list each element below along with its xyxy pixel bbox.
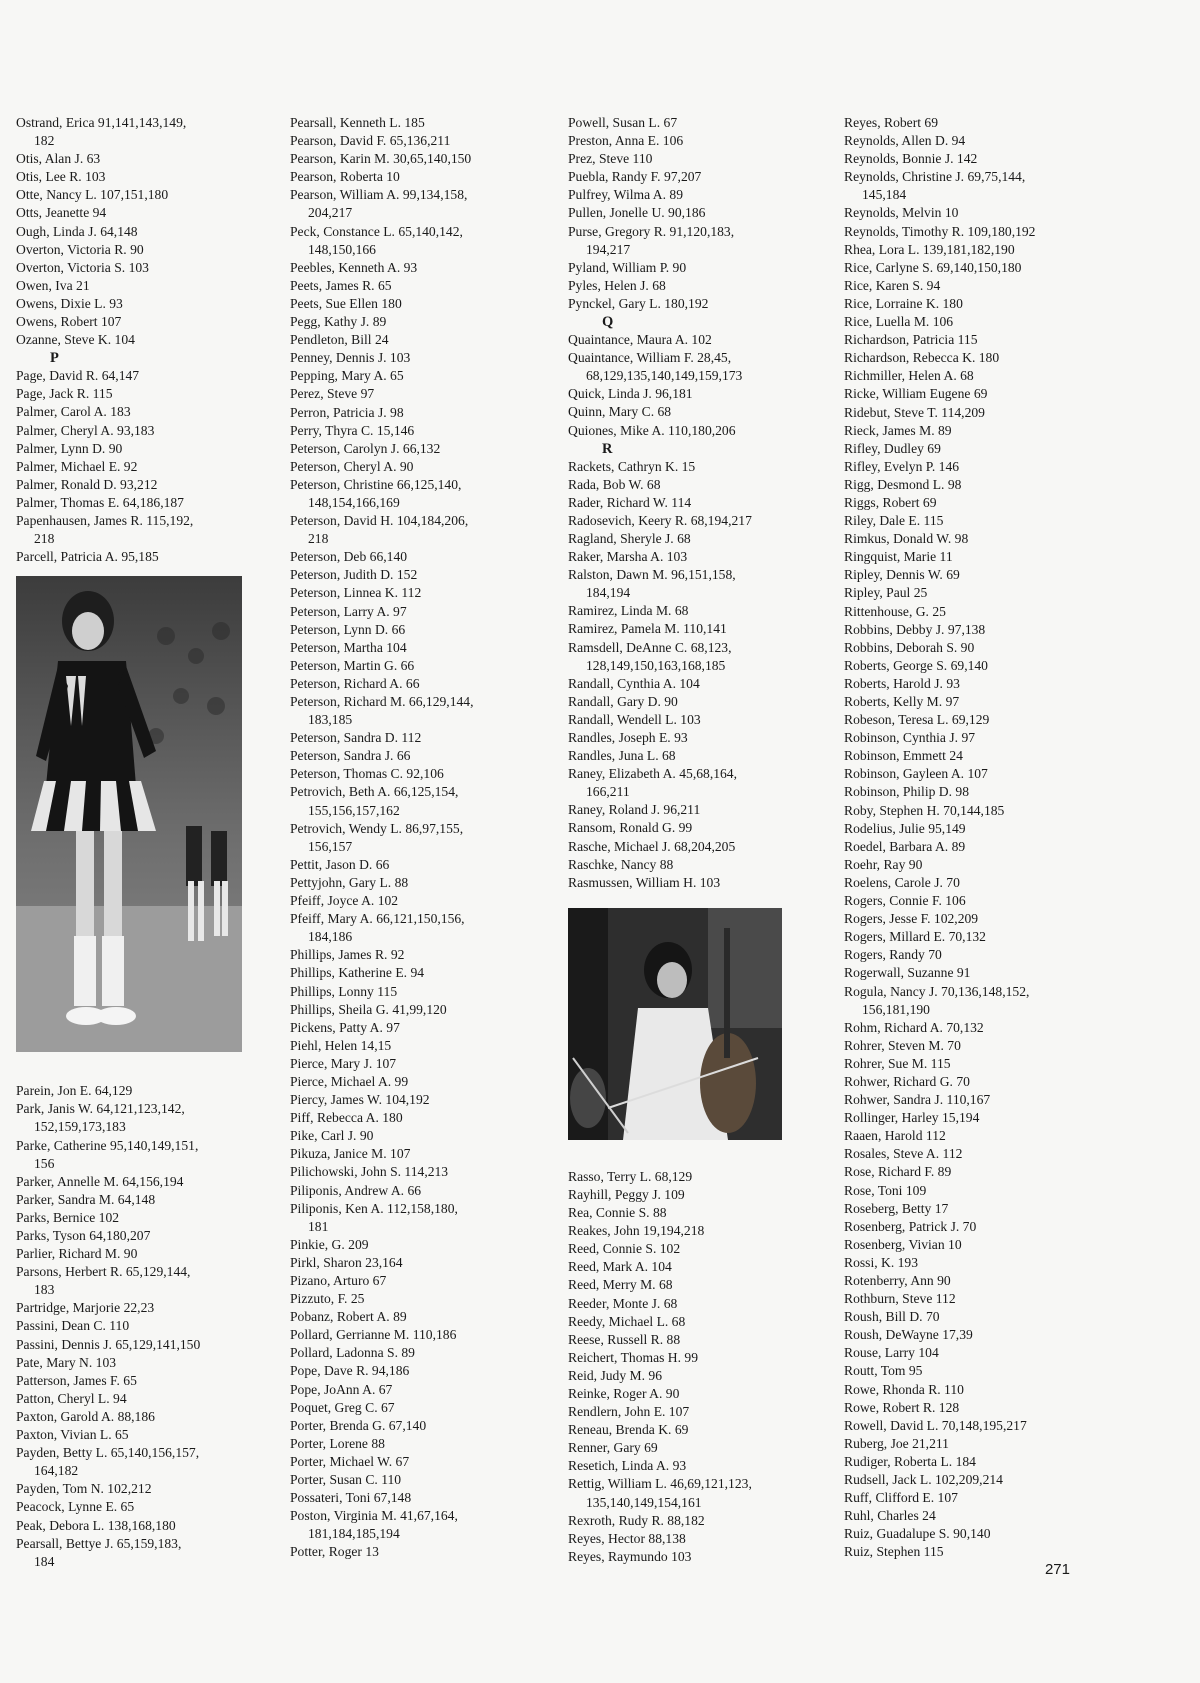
index-entry: Ostrand, Erica 91,141,143,149, [16, 115, 187, 130]
index-entry: Riley, Dale E. 115 [844, 513, 944, 529]
index-entry: Peck, Constance L. 65,140,142, [290, 223, 463, 239]
index-entry: Rogers, Randy 70 [844, 947, 942, 963]
index-entry: Rowell, David L. 70,148,195,217 [844, 1417, 1027, 1433]
index-entry: Pendleton, Bill 24 [290, 332, 389, 348]
index-entry: Quaintance, William F. 28,45, [568, 350, 732, 366]
index-entry: Peacock, Lynne E. 65 [16, 1499, 135, 1515]
index-entry: Ramirez, Pamela M. 110,141 [568, 621, 727, 637]
index-entry: Reakes, John 19,194,218 [568, 1223, 705, 1239]
index-entry: Palmer, Carol A. 183 [16, 404, 131, 420]
index-entry: Ramirez, Linda M. 68 [568, 603, 689, 619]
index-entry: Peterson, Carolyn J. 66,132 [290, 440, 441, 456]
index-entry: Peterson, Thomas C. 92,106 [290, 766, 444, 782]
index-entry: Rader, Richard W. 114 [568, 494, 692, 510]
index-entry: Palmer, Ronald D. 93,212 [16, 476, 158, 492]
index-entry: Rosenberg, Patrick J. 70 [844, 1218, 977, 1234]
index-entry: Pizzuto, F. 25 [290, 1291, 365, 1307]
cellist-photo-art [568, 908, 782, 1140]
index-entry: Roberts, George S. 69,140 [844, 657, 988, 673]
index-entry: Richardson, Patricia 115 [844, 332, 978, 348]
index-entry: Rasso, Terry L. 68,129 [568, 1168, 693, 1184]
index-entry: Porter, Susan C. 110 [290, 1472, 402, 1488]
index-entry: Ripley, Paul 25 [844, 585, 928, 601]
index-entry: Pike, Carl J. 90 [290, 1128, 374, 1144]
index-entry: Quiones, Mike A. 110,180,206 [568, 422, 736, 438]
index-entry: Paxton, Vivian L. 65 [16, 1427, 129, 1443]
index-entry: Paxton, Garold A. 88,186 [16, 1408, 155, 1424]
index-entry: Otis, Alan J. 63 [16, 151, 101, 167]
index-entry: Parker, Sandra M. 64,148 [16, 1191, 156, 1207]
index-entry: Randles, Juna L. 68 [568, 748, 676, 764]
index-entry: Ruhl, Charles 24 [844, 1508, 936, 1524]
index-entry: 181,184,185,194 [308, 1526, 400, 1542]
index-entry: Robeson, Teresa L. 69,129 [844, 712, 990, 728]
section-letter-q: Q [602, 314, 614, 331]
index-entry: Parks, Bernice 102 [16, 1209, 120, 1225]
index-entry: Rogerwall, Suzanne 91 [844, 965, 971, 981]
index-entry: Rollinger, Harley 15,194 [844, 1110, 980, 1126]
index-entry: Rice, Carlyne S. 69,140,150,180 [844, 259, 1022, 275]
index-entry: Pikuza, Janice M. 107 [290, 1146, 411, 1162]
index-entry: Ozanne, Steve K. 104 [16, 332, 135, 348]
index-entry: Puebla, Randy F. 97,207 [568, 169, 702, 185]
index-entry: Owens, Dixie L. 93 [16, 295, 123, 311]
index-entry: Overton, Victoria R. 90 [16, 241, 144, 257]
index-entry: Roberts, Harold J. 93 [844, 675, 960, 691]
index-entry: Porter, Brenda G. 67,140 [290, 1417, 427, 1433]
index-entry: Pierce, Michael A. 99 [290, 1073, 409, 1089]
index-entry: Roberts, Kelly M. 97 [844, 694, 960, 709]
index-entry: Piliponis, Ken A. 112,158,180, [290, 1200, 458, 1216]
index-entry: Rouse, Larry 104 [844, 1345, 939, 1361]
index-entry: Roush, Bill D. 70 [844, 1309, 940, 1325]
index-entry: Reed, Mark A. 104 [568, 1259, 672, 1275]
index-entry: Reyes, Robert 69 [844, 115, 939, 130]
index-entry: Rettig, William L. 46,69,121,123, [568, 1476, 752, 1492]
index-column-2 [290, 114, 540, 1562]
index-entry: Powell, Susan L. 67 [568, 115, 678, 130]
index-entry: Robbins, Debby J. 97,138 [844, 621, 986, 637]
index-entry: Patterson, James F. 65 [16, 1372, 137, 1388]
index-entry: Renner, Gary 69 [568, 1440, 658, 1456]
index-entry: Rasche, Michael J. 68,204,205 [568, 838, 736, 854]
index-entry: Roush, DeWayne 17,39 [844, 1327, 973, 1343]
index-entry: Phillips, James R. 92 [290, 947, 405, 963]
index-entry: Rhea, Lora L. 139,181,182,190 [844, 241, 1015, 257]
index-entry: 184,186 [308, 929, 353, 945]
index-entry: Ransom, Ronald G. 99 [568, 820, 693, 836]
column-1-bottom-list [16, 1082, 266, 1571]
index-entry: Page, David R. 64,147 [16, 368, 140, 384]
index-entry: Resetich, Linda A. 93 [568, 1458, 687, 1474]
index-entry: Peterson, Sandra D. 112 [290, 730, 422, 746]
index-entry: Peterson, Martin G. 66 [290, 657, 415, 673]
index-entry: Pilichowski, John S. 114,213 [290, 1164, 449, 1180]
section-letter-r: R [602, 440, 613, 457]
index-entry: Rohrer, Sue M. 115 [844, 1055, 951, 1071]
index-entry: Rendlern, John E. 107 [568, 1404, 690, 1420]
index-entry: Peets, Sue Ellen 180 [290, 295, 402, 311]
index-entry: Reeder, Monte J. 68 [568, 1295, 678, 1311]
index-entry: Pearson, David F. 65,136,211 [290, 133, 451, 149]
index-entry: Preston, Anna E. 106 [568, 133, 684, 149]
index-entry: Prez, Steve 110 [568, 151, 653, 167]
index-entry: Peterson, Deb 66,140 [290, 549, 408, 565]
index-entry: Roedel, Barbara A. 89 [844, 838, 966, 854]
index-entry: 156 [34, 1155, 55, 1171]
index-entry: 155,156,157,162 [308, 802, 400, 818]
index-entry: 166,211 [586, 784, 630, 800]
index-entry: 156,157 [308, 838, 353, 854]
index-entry: Rudiger, Roberta L. 184 [844, 1453, 976, 1469]
index-entry: Rea, Connie S. 88 [568, 1205, 667, 1221]
index-entry: Poston, Virginia M. 41,67,164, [290, 1508, 458, 1524]
index-entry: Reyes, Hector 88,138 [568, 1530, 686, 1546]
index-entry: Pfeiff, Joyce A. 102 [290, 893, 399, 909]
index-entry: Partridge, Marjorie 22,23 [16, 1300, 155, 1316]
index-entry: 68,129,135,140,149,159,173 [586, 368, 743, 384]
index-entry: Pyland, William P. 90 [568, 259, 687, 275]
index-entry: Pepping, Mary A. 65 [290, 368, 404, 384]
column-4-list [844, 114, 1094, 1562]
index-entry: Raney, Elizabeth A. 45,68,164, [568, 766, 738, 782]
index-entry: Pobanz, Robert A. 89 [290, 1309, 407, 1325]
index-entry: 194,217 [586, 241, 631, 257]
index-entry: Papenhausen, James R. 115,192, [16, 512, 194, 528]
index-entry: Rohm, Richard A. 70,132 [844, 1019, 984, 1035]
index-entry: Peterson, Lynn D. 66 [290, 621, 406, 637]
index-entry: 218 [308, 531, 329, 547]
index-entry: Robbins, Deborah S. 90 [844, 639, 975, 655]
index-entry: Peterson, Richard M. 66,129,144, [290, 694, 474, 709]
index-entry: Rifley, Dudley 69 [844, 440, 941, 456]
index-entry: Ruiz, Guadalupe S. 90,140 [844, 1526, 991, 1542]
index-entry: Patton, Cheryl L. 94 [16, 1390, 127, 1406]
index-entry: Palmer, Michael E. 92 [16, 458, 138, 474]
index-entry: 204,217 [308, 205, 353, 221]
index-entry: Rice, Karen S. 94 [844, 277, 941, 293]
index-entry: Rogula, Nancy J. 70,136,148,152, [844, 983, 1030, 999]
index-entry: Pickens, Patty A. 97 [290, 1019, 400, 1035]
index-entry: Ough, Linda J. 64,148 [16, 223, 138, 239]
index-entry: Ridebut, Steve T. 114,209 [844, 404, 985, 420]
index-entry: Quinn, Mary C. 68 [568, 404, 672, 420]
index-entry: Rasmussen, William H. 103 [568, 874, 721, 890]
index-entry: Rifley, Evelyn P. 146 [844, 458, 960, 474]
index-entry: Ringquist, Marie 11 [844, 549, 953, 565]
index-entry: Parein, Jon E. 64,129 [16, 1083, 133, 1099]
index-entry: Reynolds, Bonnie J. 142 [844, 151, 978, 167]
index-entry: Pinkie, G. 209 [290, 1236, 369, 1252]
index-entry: Roby, Stephen H. 70,144,185 [844, 802, 1005, 818]
index-entry: Reedy, Michael L. 68 [568, 1313, 686, 1329]
index-entry: Ripley, Dennis W. 69 [844, 567, 960, 583]
index-entry: Peebles, Kenneth A. 93 [290, 259, 418, 275]
index-entry: Peets, James R. 65 [290, 277, 392, 293]
index-entry: Ramsdell, DeAnne C. 68,123, [568, 639, 732, 655]
index-entry: Pynckel, Gary L. 180,192 [568, 295, 709, 311]
index-entry: Perry, Thyra C. 15,146 [290, 422, 415, 438]
index-entry: Randall, Cynthia A. 104 [568, 675, 700, 691]
section-letter-p: P [50, 350, 59, 367]
index-entry: Radosevich, Keery R. 68,194,217 [568, 512, 752, 528]
index-entry: Reese, Russell R. 88 [568, 1331, 681, 1347]
index-entry: 148,150,166 [308, 241, 376, 257]
index-entry: Petrovich, Beth A. 66,125,154, [290, 784, 459, 800]
index-entry: 183,185 [308, 712, 353, 728]
index-entry: Raker, Marsha A. 103 [568, 549, 688, 565]
index-entry: Porter, Lorene 88 [290, 1435, 385, 1451]
index-entry: Reichert, Thomas H. 99 [568, 1349, 698, 1365]
index-entry: Pearson, William A. 99,134,158, [290, 187, 468, 203]
index-entry: Parcell, Patricia A. 95,185 [16, 549, 159, 565]
index-entry: Rexroth, Rudy R. 88,182 [568, 1512, 705, 1528]
index-entry: Randall, Wendell L. 103 [568, 711, 701, 727]
index-entry: Rotenberry, Ann 90 [844, 1273, 951, 1288]
index-entry: Rudsell, Jack L. 102,209,214 [844, 1472, 1003, 1488]
index-entry: Rohrer, Steven M. 70 [844, 1037, 961, 1053]
index-entry: Piff, Rebecca A. 180 [290, 1110, 403, 1126]
index-entry: Rigg, Desmond L. 98 [844, 476, 962, 492]
index-entry: Parks, Tyson 64,180,207 [16, 1228, 151, 1243]
index-entry: Robinson, Gayleen A. 107 [844, 766, 988, 782]
index-entry: Rodelius, Julie 95,149 [844, 820, 966, 836]
index-entry: Porter, Michael W. 67 [290, 1453, 410, 1469]
index-entry: Pearsall, Bettye J. 65,159,183, [16, 1535, 182, 1551]
index-entry: Payden, Tom N. 102,212 [16, 1481, 152, 1497]
index-entry: Peterson, Richard A. 66 [290, 675, 420, 691]
index-entry: Reid, Judy M. 96 [568, 1367, 663, 1383]
index-entry: Rimkus, Donald W. 98 [844, 531, 969, 547]
index-entry: Routt, Tom 95 [844, 1363, 923, 1379]
index-entry: Peterson, David H. 104,184,206, [290, 513, 469, 529]
index-entry: Randall, Gary D. 90 [568, 693, 678, 709]
index-entry: Payden, Betty L. 65,140,156,157, [16, 1445, 200, 1461]
index-entry: Parsons, Herbert R. 65,129,144, [16, 1264, 191, 1280]
index-entry: Passini, Dennis J. 65,129,141,150 [16, 1336, 201, 1352]
index-entry: 182 [34, 133, 55, 149]
column-2-list [290, 114, 540, 1562]
page-number: 271 [1044, 1561, 1070, 1578]
index-entry: Pizano, Arturo 67 [290, 1273, 387, 1288]
index-entry: Riggs, Robert 69 [844, 494, 937, 510]
index-entry: Purse, Gregory R. 91,120,183, [568, 223, 735, 239]
index-entry: Peterson, Larry A. 97 [290, 603, 407, 619]
index-entry: Pope, JoAnn A. 67 [290, 1381, 393, 1397]
index-entry: Poquet, Greg C. 67 [290, 1399, 395, 1415]
index-entry: Rogers, Connie F. 106 [844, 893, 966, 909]
index-entry: Richardson, Rebecca K. 180 [844, 350, 1000, 366]
index-entry: Palmer, Thomas E. 64,186,187 [16, 494, 184, 510]
index-entry: Parke, Catherine 95,140,149,151, [16, 1137, 199, 1153]
index-entry: Pyles, Helen J. 68 [568, 277, 666, 293]
index-entry: Pollard, Ladonna S. 89 [290, 1345, 415, 1361]
index-entry: Otte, Nancy L. 107,151,180 [16, 187, 169, 203]
index-entry: Peterson, Martha 104 [290, 639, 407, 655]
index-column-3 [568, 114, 818, 1566]
index-entry: Pate, Mary N. 103 [16, 1354, 117, 1370]
index-entry: Rose, Toni 109 [844, 1182, 927, 1198]
index-entry: Peak, Debora L. 138,168,180 [16, 1517, 176, 1533]
index-entry: Robinson, Cynthia J. 97 [844, 730, 976, 746]
index-entry: Reynolds, Melvin 10 [844, 205, 959, 221]
index-entry: Reneau, Brenda K. 69 [568, 1422, 689, 1438]
index-entry: Penney, Dennis J. 103 [290, 350, 411, 366]
index-entry: Robinson, Philip D. 98 [844, 784, 970, 800]
index-column-1 [16, 114, 266, 1571]
index-entry: Reed, Connie S. 102 [568, 1241, 681, 1257]
index-entry: Raney, Roland J. 96,211 [568, 802, 701, 818]
index-entry: Owen, Iva 21 [16, 277, 90, 293]
cheerleader-photo [16, 576, 242, 1052]
index-entry: 183 [34, 1282, 55, 1298]
index-entry: Roseberg, Betty 17 [844, 1200, 949, 1216]
index-entry: 184 [34, 1553, 55, 1569]
index-entry: Owens, Robert 107 [16, 314, 122, 330]
index-entry: 148,154,166,169 [308, 494, 400, 510]
column-3-r-list [568, 458, 818, 892]
index-entry: Perron, Patricia J. 98 [290, 404, 404, 420]
index-entry: Peterson, Judith D. 152 [290, 567, 418, 583]
index-entry: Rackets, Cathryn K. 15 [568, 458, 696, 474]
index-entry: Peterson, Christine 66,125,140, [290, 476, 462, 492]
index-entry: Reed, Merry M. 68 [568, 1277, 673, 1293]
index-entry: Peterson, Sandra J. 66 [290, 748, 411, 764]
index-entry: Pearsall, Kenneth L. 185 [290, 115, 425, 130]
index-entry: Raaen, Harold 112 [844, 1128, 946, 1144]
index-entry: Rowe, Rhonda R. 110 [844, 1381, 964, 1397]
index-entry: Piliponis, Andrew A. 66 [290, 1182, 422, 1198]
index-entry: Palmer, Cheryl A. 93,183 [16, 422, 155, 438]
index-entry: Rose, Richard F. 89 [844, 1164, 952, 1180]
index-entry: Piehl, Helen 14,15 [290, 1037, 392, 1053]
index-entry: Otts, Jeanette 94 [16, 205, 107, 221]
column-3-q-list [568, 331, 818, 440]
index-entry: Pegg, Kathy J. 89 [290, 314, 387, 330]
index-entry: Roehr, Ray 90 [844, 856, 923, 872]
index-entry: Otis, Lee R. 103 [16, 169, 106, 185]
index-entry: Pierce, Mary J. 107 [290, 1055, 397, 1071]
index-entry: Pearson, Karin M. 30,65,140,150 [290, 151, 472, 167]
index-entry: Pfeiff, Mary A. 66,121,150,156, [290, 911, 465, 927]
index-entry: Palmer, Lynn D. 90 [16, 440, 123, 456]
index-entry: Pullen, Jonelle U. 90,186 [568, 205, 706, 221]
index-entry: 145,184 [862, 187, 907, 203]
index-entry: 135,140,149,154,161 [586, 1494, 702, 1510]
index-entry: Piercy, James W. 104,192 [290, 1092, 430, 1108]
index-entry: Reynolds, Timothy R. 109,180,192 [844, 223, 1036, 239]
index-entry: Rice, Luella M. 106 [844, 314, 954, 330]
index-entry: Rohwer, Richard G. 70 [844, 1073, 970, 1089]
index-entry: Rayhill, Peggy J. 109 [568, 1186, 685, 1202]
index-entry: Rowe, Robert R. 128 [844, 1399, 960, 1415]
index-entry: Quick, Linda J. 96,181 [568, 386, 693, 402]
index-entry: Reinke, Roger A. 90 [568, 1385, 680, 1401]
index-entry: Rogers, Jesse F. 102,209 [844, 911, 979, 927]
index-entry: Raschke, Nancy 88 [568, 856, 674, 872]
index-entry: Perez, Steve 97 [290, 386, 375, 402]
index-entry: Rada, Bob W. 68 [568, 476, 661, 492]
index-entry: Ralston, Dawn M. 96,151,158, [568, 567, 736, 583]
index-entry: Quaintance, Maura A. 102 [568, 332, 712, 348]
index-entry: Rosales, Steve A. 112 [844, 1146, 963, 1162]
index-entry: Rittenhouse, G. 25 [844, 603, 946, 619]
index-entry: Passini, Dean C. 110 [16, 1318, 130, 1334]
index-entry: Rosenberg, Vivian 10 [844, 1236, 962, 1252]
index-entry: Reyes, Raymundo 103 [568, 1548, 692, 1564]
index-entry: Pirkl, Sharon 23,164 [290, 1254, 403, 1270]
index-entry: Reynolds, Allen D. 94 [844, 133, 966, 149]
index-entry: Rossi, K. 193 [844, 1254, 919, 1270]
index-entry: Overton, Victoria S. 103 [16, 259, 149, 275]
index-entry: Ruiz, Stephen 115 [844, 1544, 944, 1560]
index-entry: 156,181,190 [862, 1001, 930, 1017]
index-entry: Pulfrey, Wilma A. 89 [568, 187, 683, 203]
index-entry: Phillips, Katherine E. 94 [290, 965, 425, 981]
index-entry: Petrovich, Wendy L. 86,97,155, [290, 820, 464, 836]
index-entry: Rothburn, Steve 112 [844, 1291, 956, 1307]
index-entry: Rieck, James M. 89 [844, 422, 952, 438]
index-entry: Rice, Lorraine K. 180 [844, 295, 963, 311]
column-1-top-list [16, 114, 266, 349]
index-entry: Ricke, William Eugene 69 [844, 386, 988, 402]
index-entry: Peterson, Cheryl A. 90 [290, 458, 414, 474]
index-entry: Rogers, Millard E. 70,132 [844, 929, 986, 945]
index-entry: Phillips, Lonny 115 [290, 983, 398, 999]
index-entry: Possateri, Toni 67,148 [290, 1490, 412, 1506]
index-entry: Reynolds, Christine J. 69,75,144, [844, 169, 1026, 185]
index-entry: Pearson, Roberta 10 [290, 169, 400, 185]
index-entry: Richmiller, Helen A. 68 [844, 368, 974, 384]
index-entry: Pettyjohn, Gary L. 88 [290, 874, 409, 890]
column-1-mid-list [16, 367, 266, 566]
cellist-photo [568, 908, 782, 1140]
index-entry: 128,149,150,163,168,185 [586, 657, 726, 673]
index-entry: Parker, Annelle M. 64,156,194 [16, 1173, 184, 1189]
index-entry: Park, Janis W. 64,121,123,142, [16, 1101, 185, 1117]
column-3-top-list [568, 114, 818, 313]
index-entry: Pettit, Jason D. 66 [290, 856, 390, 872]
index-entry: 181 [308, 1218, 329, 1234]
index-entry: Randles, Joseph E. 93 [568, 730, 688, 745]
index-entry: Robinson, Emmett 24 [844, 748, 963, 764]
index-entry: Roelens, Carole J. 70 [844, 874, 960, 890]
index-entry: Pollard, Gerrianne M. 110,186 [290, 1327, 457, 1343]
index-entry: Page, Jack R. 115 [16, 386, 113, 402]
index-entry: Rohwer, Sandra J. 110,167 [844, 1092, 991, 1108]
index-entry: 184,194 [586, 585, 631, 601]
index-entry: Pope, Dave R. 94,186 [290, 1363, 410, 1379]
index-entry: 164,182 [34, 1463, 79, 1479]
column-3-bottom-list [568, 1168, 818, 1566]
cheerleader-photo-art [16, 576, 242, 1052]
index-entry: Peterson, Linnea K. 112 [290, 585, 422, 601]
index-entry: Ragland, Sheryle J. 68 [568, 530, 691, 546]
index-entry: Ruberg, Joe 21,211 [844, 1435, 949, 1451]
index-entry: 152,159,173,183 [34, 1119, 126, 1135]
index-entry: Ruff, Clifford E. 107 [844, 1490, 958, 1506]
index-entry: Potter, Roger 13 [290, 1544, 379, 1560]
index-entry: Parlier, Richard M. 90 [16, 1246, 138, 1262]
index-column-4 [844, 114, 1094, 1562]
index-entry: Phillips, Sheila G. 41,99,120 [290, 1001, 447, 1017]
index-entry: 218 [34, 531, 55, 547]
